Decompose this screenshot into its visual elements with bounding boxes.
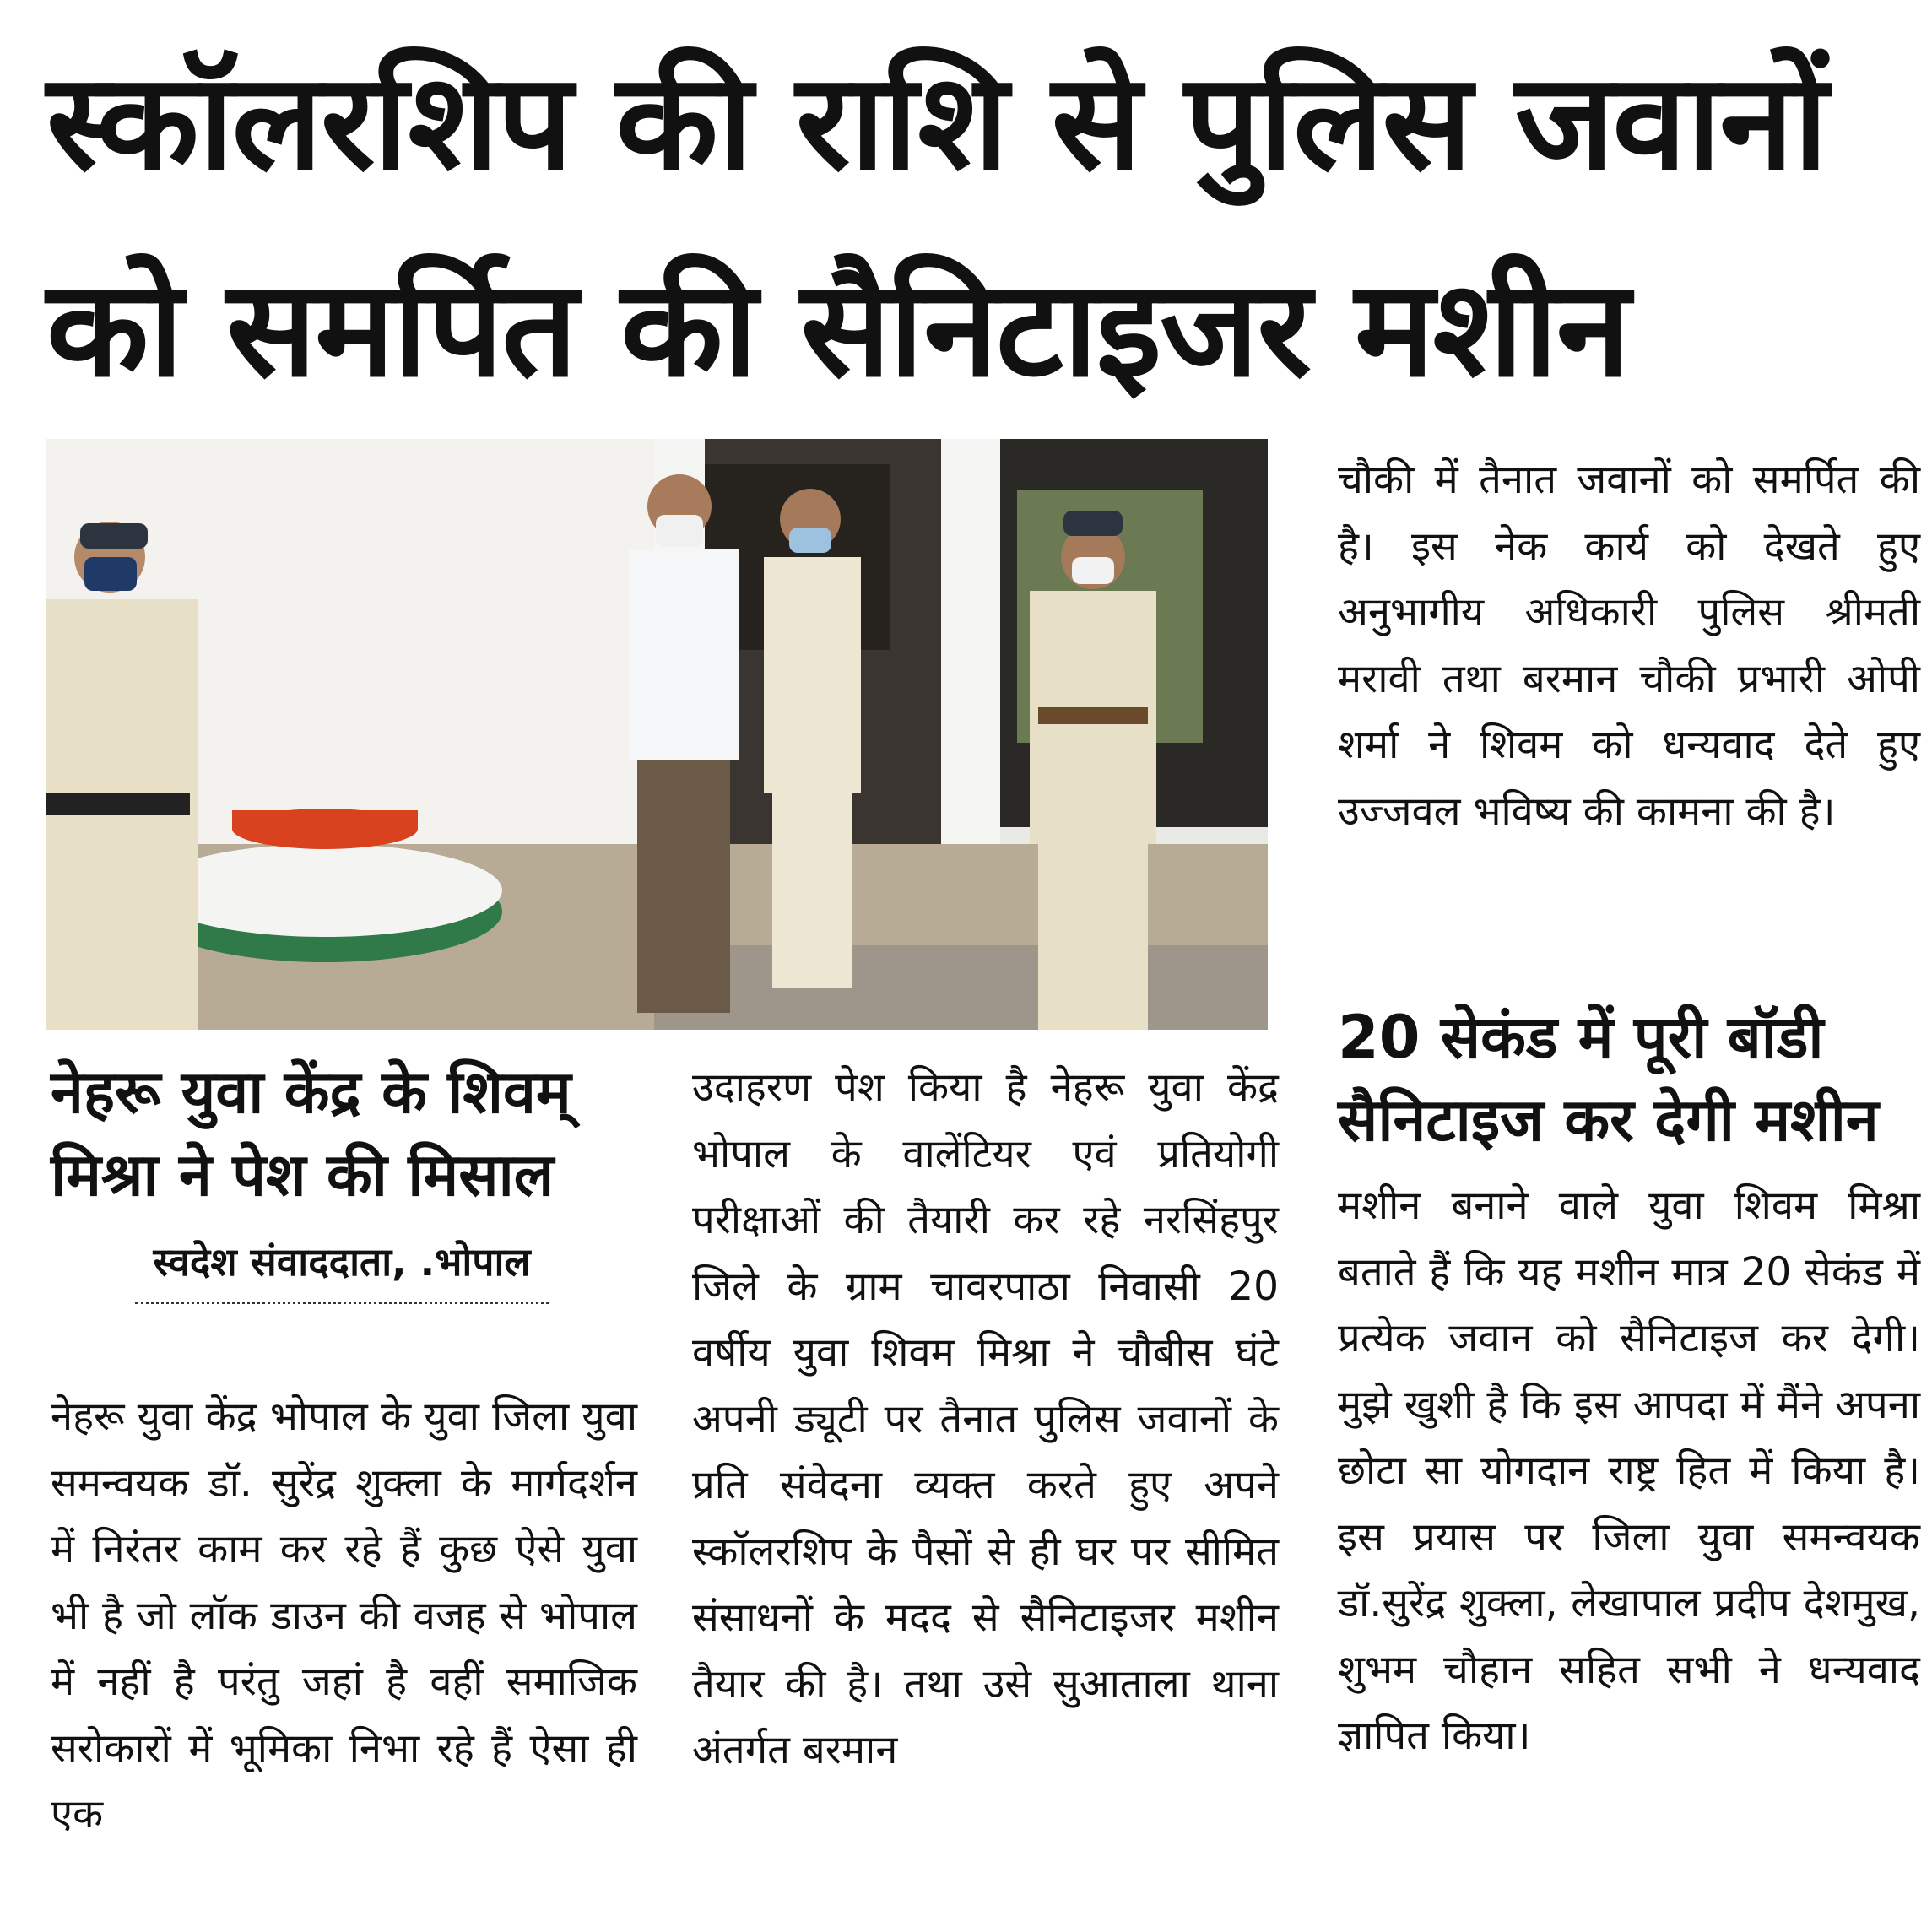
- article-column-2: [692, 1055, 1279, 1784]
- byline: स्वदेश संवाददाता, .भोपाल: [135, 1232, 549, 1304]
- headline-line-2: को समर्पित की सैनिटाइजर मशीन: [46, 252, 1629, 407]
- article-column-3-bottom: [1338, 1173, 1920, 1770]
- left-subheading: नेहरू युवा केंद्र के शिवम् मिश्रा ने पेश की मिसाल: [51, 1058, 571, 1210]
- article-column-3-top: [1338, 447, 1920, 845]
- news-photo-illustration: [46, 439, 1268, 1030]
- article-column-1: [51, 1384, 637, 1848]
- column-2-text: उदाहरण पेश किया है नेहरू युवा केंद्र भोपाल के वालेंटियर एवं प्रतियोगी परीक्षाओं की तैयारी कर रहे नरसिंहपुर जिले के ग्राम चावरपाठा निवासी 20 वर्षीय युवा शिवम मिश्रा ने चौबीस घंटे अपनी ड्यूटी पर तैनात पुलिस जवानों के प्रति संवेदना व्यक्त करते हुए अपने स्कॉलरशिप के पैसों से ही घर पर सीमित संसाधनों के मदद से सैनिटाइजर मशीन तैयार की है। तथा उसे सुआताला थाना अंतर्गत बरमान: [692, 1064, 1279, 1773]
- news-photo: [46, 439, 1268, 1030]
- column-3-bottom-text: मशीन बनाने वाले युवा शिवम मिश्रा बताते हैं कि यह मशीन मात्र 20 सेकंड में प्रत्येक जवान को सैनिटाइज कर देगी। मुझे खुशी है कि इस आपदा में मैंने अपना छोटा सा योगदान राष्ट्र हित में किया है। इस प्रयास पर जिला युवा समन्वयक डॉ.सुरेंद्र शुक्ला, लेखापाल प्रदीप देशमुख, शुभम चौहान सहित सभी ने धन्यवाद ज्ञापित किया।: [1338, 1182, 1920, 1759]
- headline-line-1: स्कॉलरशिप की राशि से पुलिस जवानों: [46, 45, 1826, 200]
- right-subheading: 20 सेकंड में पूरी बॉडी सैनिटाइज कर देगी मशीन: [1338, 1003, 1879, 1155]
- column-1-text: नेहरू युवा केंद्र भोपाल के युवा जिला युवा समन्वयक डॉ. सुरेंद्र शुक्ला के मार्गदर्शन में निरंतर काम कर रहे हैं कुछ ऐसे युवा भी है जो लॉक डाउन की वजह से भोपाल में नहीं है परंतु जहां है वहीं समाजिक सरोकारों में भूमिका निभा रहे हैं ऐसा ही एक: [51, 1394, 637, 1837]
- column-3-top-text: चौकी में तैनात जवानों को समर्पित की है। इस नेक कार्य को देखते हुए अनुभागीय अधिकारी पुलिस श्रीमती मरावी तथा बरमान चौकी प्रभारी ओपी शर्मा ने शिवम को धन्यवाद देते हुए उज्जवल भविष्य की कामना की है।: [1338, 457, 1920, 835]
